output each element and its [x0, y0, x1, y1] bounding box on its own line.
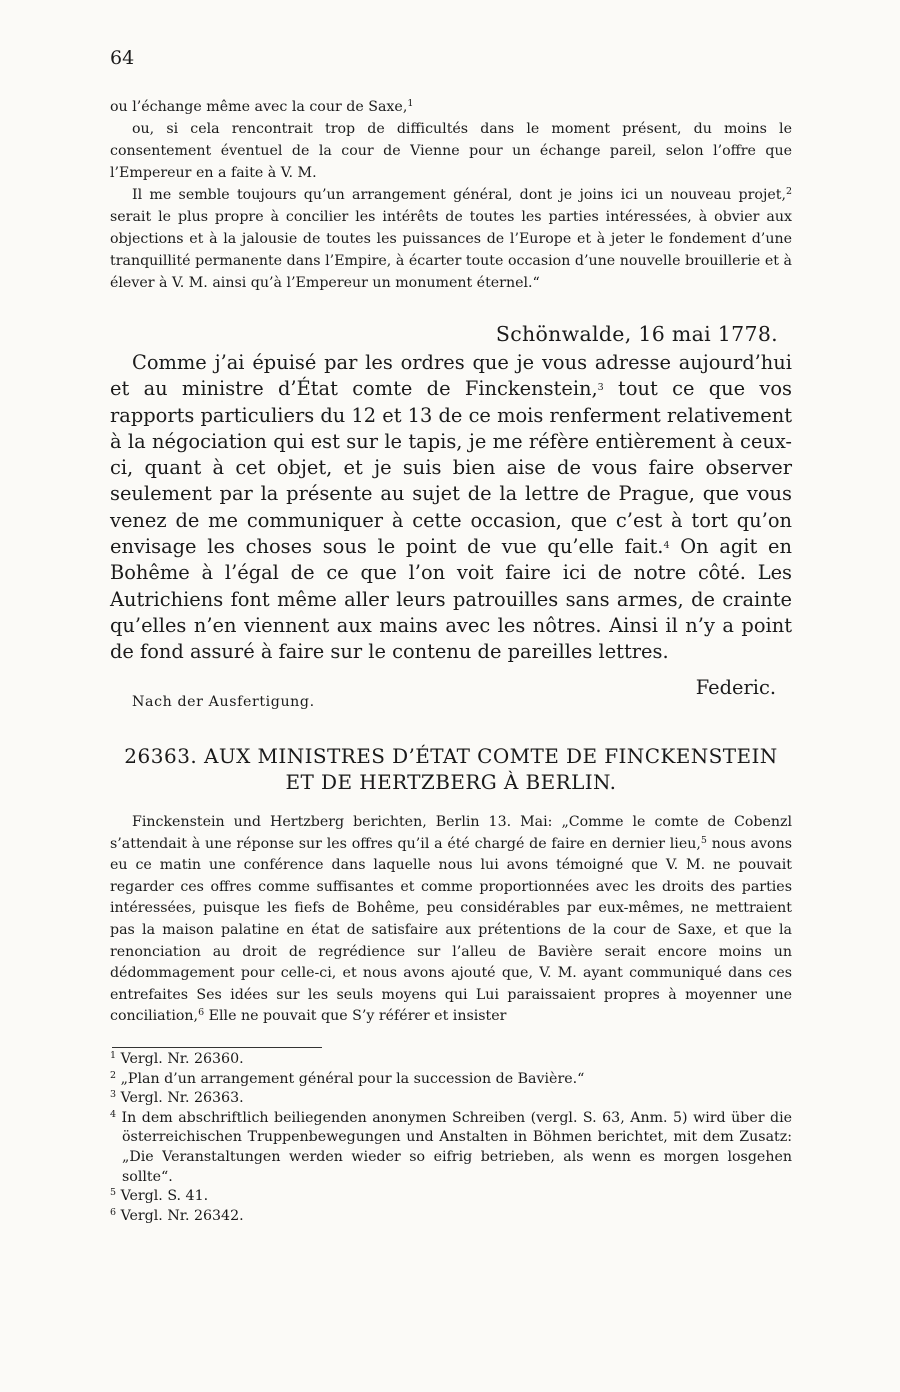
- footnote-ref-5: 5: [700, 834, 707, 846]
- footnote-number: 5: [110, 1187, 117, 1199]
- footnote-text: Vergl. Nr. 26360.: [120, 1051, 244, 1067]
- report-text-2: nous avons eu ce matin une conférence dans laquelle nous lui avons témoigné que V. M. ne pouvait regarder ces offres comme suffisantes et comme proportionnées avec les droits des parties intéressées, puisque les fiefs de Bohême, peu considérables par eux-mêmes, ne mettraient pas la maison palatine en état de satisfaire aux prétentions de la cour de Saxe, et que la renonciation au droit de regrédience sur l’alleu de Bavière serait encore moins un dédommagement pour celle-ci, et nous avons ajouté que, V. M. ayant communiqué dans ces entrefaites Ses idées sur les seuls moyens qui Lui paraissaient propres à moyenner une conciliation,: [110, 835, 792, 1025]
- quote-paragraph-3: [110, 184, 792, 294]
- signature: Federic.: [695, 676, 776, 699]
- heading-line-2: ET DE HERTZBERG À BERLIN.: [285, 770, 617, 794]
- footnote-number: 2: [110, 1069, 117, 1081]
- footnote-item: [110, 1070, 792, 1090]
- letter-paragraph: [110, 350, 792, 666]
- footnote-ref-3: 3: [597, 382, 604, 394]
- footnote-item: [110, 1187, 792, 1207]
- footnote-item: [110, 1207, 792, 1227]
- footnote-number: 1: [110, 1050, 117, 1061]
- footnote-ref-6: 6: [198, 1007, 205, 1019]
- letter-heading: [110, 743, 792, 795]
- footnotes: [110, 1050, 792, 1226]
- quote-paragraph-2: ou, si cela rencontrait trop de difficultés dans le moment présent, du moins le consentement éventuel de la cour de Vienne pour un échange pareil, selon l’offre que l’Empereur en a faite à V. M.: [110, 121, 792, 181]
- letter-number: 26363.: [124, 744, 198, 768]
- footnote-text: „Plan d’un arrangement général pour la succession de Bavière.“: [120, 1070, 585, 1087]
- letter-text-1: Comme j’ai épuisé par les ordres que je vous adresse aujourd’hui et au ministre d’État comte de Finckenstein,: [110, 351, 792, 401]
- quote-paragraph-3-text-b: serait le plus propre à concilier les intérêts de toutes les parties intéressées, à obvier aux objections et à la jalousie de toutes les puissances de l’Europe et à jeter le fondement d’une tranquillité permanente dans l’Empire, à écarter toute occasion d’une nouvelle brouillerie et à élever à V. M. ainsi qu’à l’Empereur un monument éternel.“: [110, 209, 792, 291]
- footnote-text: Vergl. S. 41.: [120, 1188, 209, 1205]
- source-note: Nach der Ausfertigung.: [132, 694, 315, 710]
- letter-text-3: On agit en Bohême à l’égal de ce que l’on voit faire ici de notre côté. Les Autrichiens font même aller leurs patrouilles sans armes, de crainte qu’elles n’en viennent aux mains avec les nôtres. Ainsi il n’y a point de fond assuré à faire sur le contenu de pareilles lettres.: [110, 535, 792, 664]
- footnote-ref-4: 4: [663, 540, 670, 552]
- footnote-number: 3: [110, 1089, 117, 1101]
- dateline: Schönwalde, 16 mai 1778.: [495, 322, 778, 346]
- footnote-divider: [112, 1047, 322, 1048]
- footnote-text: In dem abschriftlich beiliegenden anonymen Schreiben (vergl. S. 63, Anm. 5) wird über die österreichischen Truppenbewegungen und Anstalten in Böhmen berichtet, mit dem Zusatz: „Die Veranstaltungen werden wieder so eifrig betrieben, als wenn es morgen losgehen sollte“.: [121, 1109, 792, 1185]
- footnote-ref-1: 1: [407, 98, 414, 109]
- footnote-ref-2: 2: [785, 186, 792, 197]
- report-text-1: Finckenstein und Hertzberg berichten, Berlin 13. Mai: „Comme le comte de Cobenzl s’attendait à une réponse sur les offres qu’il a été chargé de faire en dernier lieu,: [110, 814, 792, 852]
- footnote-number: 6: [110, 1206, 117, 1218]
- footnote-item: [110, 1050, 792, 1070]
- footnote-item: [110, 1109, 792, 1187]
- letter-body: [110, 350, 792, 666]
- quoted-passage: [110, 96, 792, 294]
- report-text-3: Elle ne pouvait que S’y référer et insister: [204, 1008, 507, 1025]
- page-number: 64: [110, 47, 135, 69]
- quote-line-1-text: ou l’échange même avec la cour de Saxe,: [110, 99, 408, 115]
- letter-text-2: tout ce que vos rapports particuliers du 12 et 13 de ce mois renferment relativement à la négociation qui est sur le tapis, je me réfère entièrement à ceux-ci, quant à cet objet, et je suis bien aise de vous faire observer seulement par la présente au sujet de la lettre de Prague, que vous venez de me communiquer à cette occasion, que c’est à tort qu’on envisage les choses sous le point de vue qu’elle fait.: [110, 377, 792, 559]
- footnote-item: [110, 1089, 792, 1109]
- quote-line-1: [110, 96, 792, 118]
- report-paragraph: [110, 812, 792, 1028]
- heading-line-1: [110, 743, 792, 769]
- footnote-number: 4: [110, 1108, 117, 1120]
- report-summary: [110, 812, 792, 1028]
- quote-paragraph-3-text-a: Il me semble toujours qu’un arrangement général, dont je joins ici un nouveau projet,: [132, 187, 786, 203]
- footnote-text: Vergl. Nr. 26363.: [120, 1090, 244, 1107]
- heading-line-1-text: AUX MINISTRES D’ÉTAT COMTE DE FINCKENSTEIN: [204, 744, 778, 768]
- footnote-text: Vergl. Nr. 26342.: [120, 1207, 244, 1224]
